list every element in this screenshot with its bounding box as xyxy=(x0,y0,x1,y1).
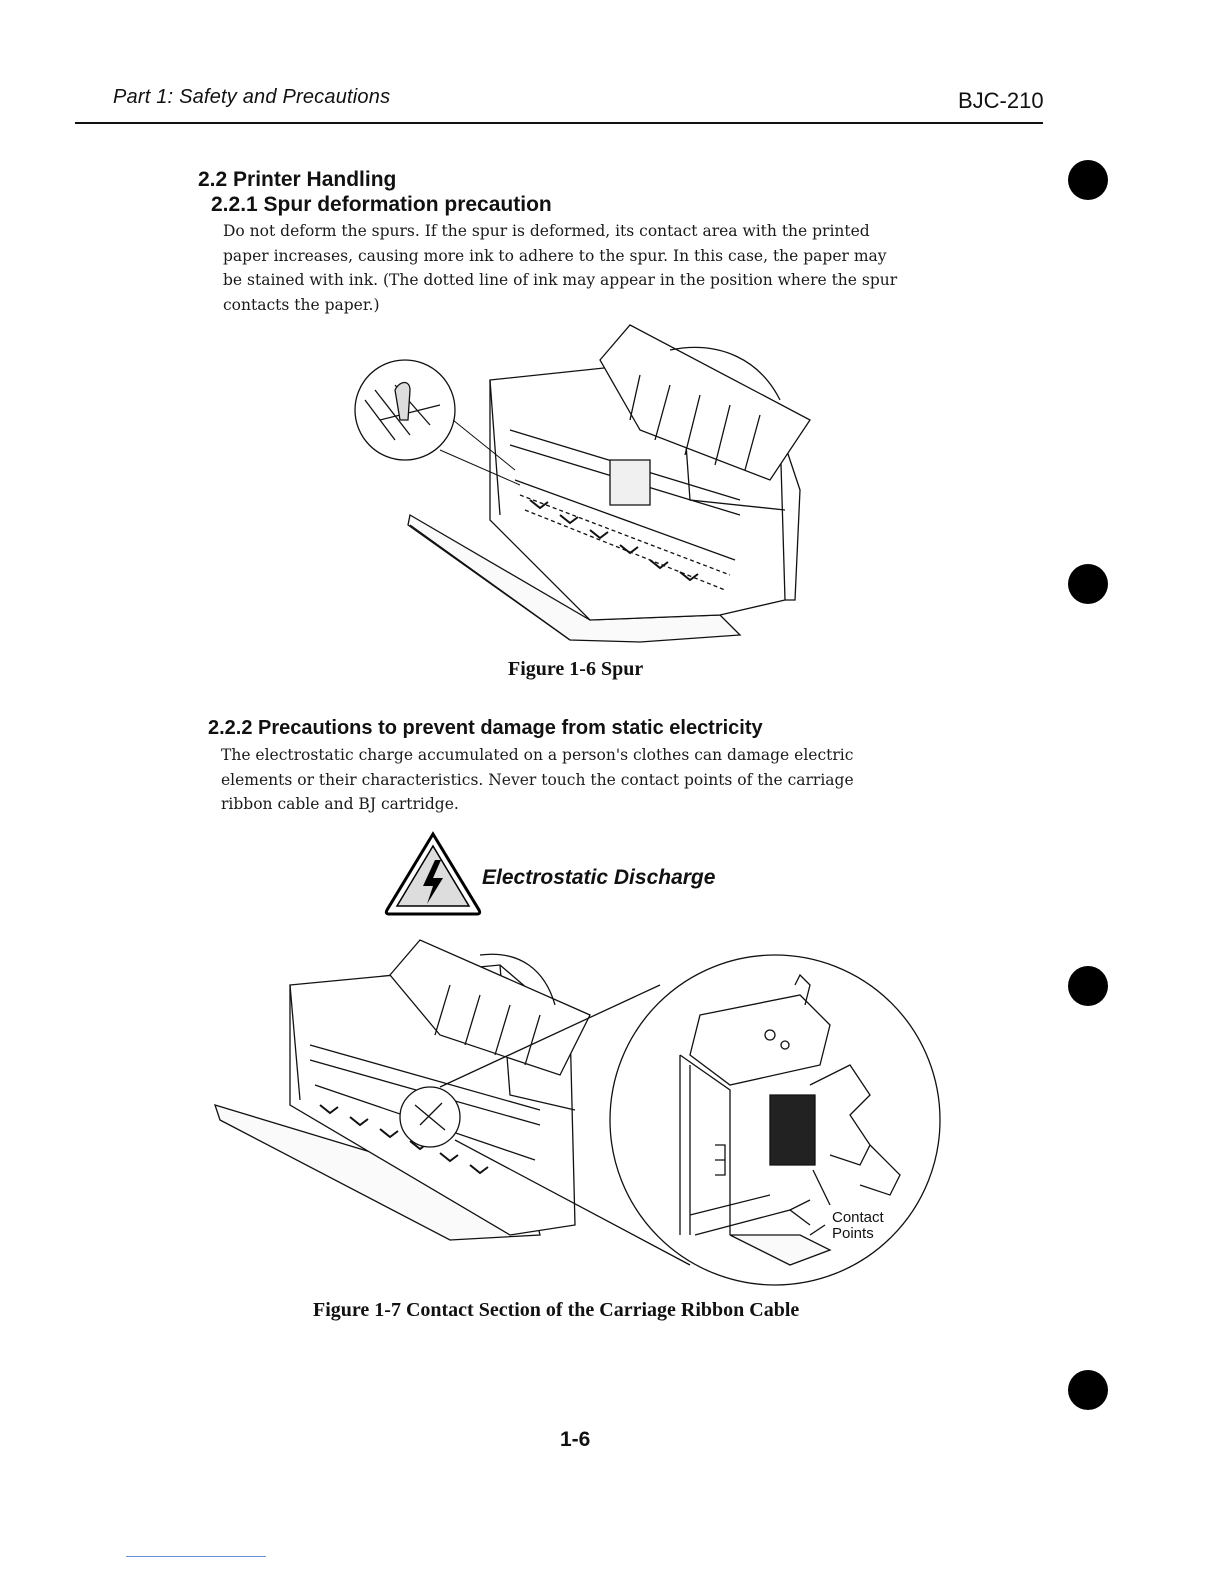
esd-warning-icon xyxy=(383,830,483,916)
paragraph-line: contacts the paper.) xyxy=(223,295,380,314)
contact-points-callout xyxy=(832,1210,884,1242)
header-rule xyxy=(75,122,1043,124)
figure-1-7-caption: Figure 1-7 Contact Section of the Carriage Ribbon Cable xyxy=(313,1299,800,1321)
page-number: 1-6 xyxy=(560,1428,591,1451)
paragraph-line: be stained with ink. (The dotted line of ink may appear in the position where the spur xyxy=(223,271,898,289)
paragraph-line: The electrostatic charge accumulated on a person's clothes can damage electric xyxy=(221,746,854,764)
section-2-2-1-title: 2.2.1 Spur deformation precaution xyxy=(211,193,552,216)
binder-hole-marker xyxy=(1068,966,1108,1006)
binder-hole-marker xyxy=(1068,160,1108,200)
paragraph-line: ribbon cable and BJ cartridge. xyxy=(221,795,459,813)
paragraph-line: Do not deform the spurs. If the spur is deformed, its contact area with the printed xyxy=(223,222,870,240)
paragraph-line: elements or their characteristics. Never touch the contact points of the carriage xyxy=(221,770,854,789)
figure-1-6-caption: Figure 1-6 Spur xyxy=(508,658,644,680)
binder-hole-marker xyxy=(1068,564,1108,604)
paragraph-line: paper increases, causing more ink to adhere to the spur. In this case, the paper may xyxy=(223,246,887,265)
section-2-2-2-title: 2.2.2 Precautions to prevent damage from static electricity xyxy=(208,717,763,739)
spur-printer-illustration xyxy=(340,320,820,660)
header-section-title: Part 1: Safety and Precautions xyxy=(113,86,391,108)
spur-precaution-paragraph xyxy=(223,219,1023,317)
header-model: BJC-210 xyxy=(958,88,1044,113)
binder-hole-marker xyxy=(1068,1370,1108,1410)
section-2-2-title: 2.2 Printer Handling xyxy=(198,168,397,191)
callout-line: Contact xyxy=(832,1209,884,1226)
scan-artifact-line xyxy=(126,1556,266,1557)
static-electricity-paragraph xyxy=(221,743,981,817)
esd-warning-label: Electrostatic Discharge xyxy=(482,866,716,889)
callout-line: Points xyxy=(832,1225,874,1242)
